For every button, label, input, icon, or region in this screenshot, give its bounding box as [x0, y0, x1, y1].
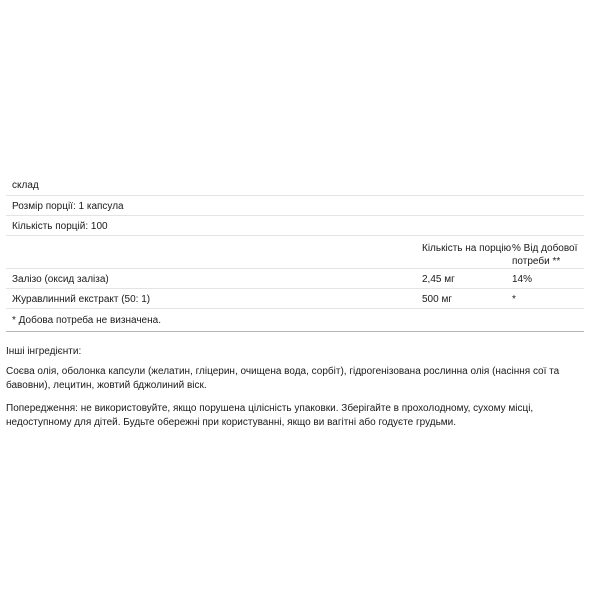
facts-footnote-row [6, 309, 584, 332]
table-row [6, 269, 584, 289]
supplement-facts-table [6, 172, 584, 332]
ingredient-daily-value: 14% [512, 274, 533, 285]
table-row [6, 289, 584, 309]
servings-per-container: Кількість порцій: 100 [12, 221, 108, 232]
ingredient-daily-value: * [512, 294, 516, 305]
servings-per-container-row [6, 216, 584, 236]
ingredient-amount: 2,45 мг [422, 274, 455, 285]
facts-header-row [6, 236, 584, 269]
facts-title: склад [12, 180, 39, 191]
ingredient-name: Журавлинний екстракт (50: 1) [12, 294, 151, 305]
serving-size-row [6, 196, 584, 216]
ingredient-name: Залізо (оксид заліза) [12, 274, 109, 285]
column-header-daily-value: % Від добової потреби ** [512, 243, 578, 267]
other-ingredients-heading: Інші інгредієнти: [6, 346, 82, 357]
facts-footnote: * Добова потреба не визначена. [12, 315, 161, 326]
column-header-amount: Кількість на порцію [422, 243, 512, 254]
facts-title-row [6, 172, 584, 196]
serving-size: Розмір порції: 1 капсула [12, 201, 124, 212]
other-ingredients-text: Соєва олія, оболонка капсули (желатин, гліцерин, очищена вода, сорбіт), гідрогенізована рослинна олія (насіння сої та бавовни), лецитин, жовтий бджолиний віск. [6, 366, 560, 391]
warning-text: Попередження: не використовуйте, якщо порушена цілісність упаковки. Зберігайте в прохолодному, сухому місці, недоступному для дітей. Будьте обережні при користуванні, якщо ви вагітні або годуєте грудьми. [6, 403, 534, 428]
ingredient-amount: 500 мг [422, 294, 452, 305]
